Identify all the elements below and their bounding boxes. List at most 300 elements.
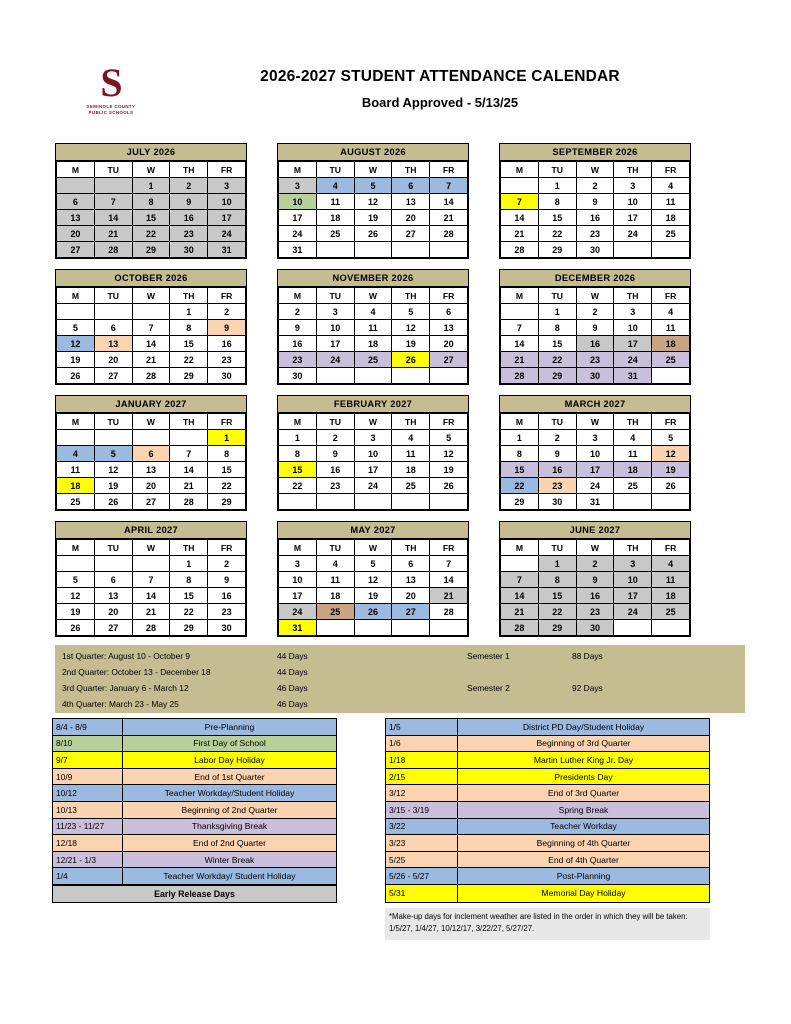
day-cell-empty xyxy=(392,242,430,258)
day-cell: 28 xyxy=(430,226,468,242)
day-cell-empty xyxy=(170,430,208,446)
day-cell: 29 xyxy=(538,620,576,636)
weekday-header: M xyxy=(279,414,317,430)
day-cell-empty xyxy=(614,242,652,258)
day-cell: 21 xyxy=(501,604,539,620)
legend-description: First Day of School xyxy=(193,738,266,749)
day-cell: 31 xyxy=(279,242,317,258)
day-cell: 18 xyxy=(652,588,690,604)
weekday-header-row xyxy=(57,540,246,556)
weekday-header: FR xyxy=(652,540,690,556)
week-row xyxy=(57,194,246,210)
weekday-header-row xyxy=(501,540,690,556)
day-cell: 3 xyxy=(614,178,652,194)
week-row xyxy=(279,588,468,604)
legend-row xyxy=(386,769,709,786)
day-cell: 9 xyxy=(208,320,246,336)
day-cell: 4 xyxy=(614,430,652,446)
day-cell: 1 xyxy=(538,178,576,194)
weekday-header: W xyxy=(132,414,170,430)
day-cell: 1 xyxy=(170,556,208,572)
day-cell: 18 xyxy=(392,462,430,478)
legend-description: Teacher Workday/ Student Holiday xyxy=(163,871,296,882)
weekday-header: M xyxy=(279,288,317,304)
week-row xyxy=(501,368,690,384)
week-row xyxy=(57,368,246,384)
quarter-row xyxy=(56,664,744,680)
day-cell: 21 xyxy=(501,226,539,242)
day-cell: 28 xyxy=(501,242,539,258)
day-cell: 2 xyxy=(538,430,576,446)
month-table xyxy=(56,539,246,636)
weekday-header: W xyxy=(354,162,392,178)
day-cell: 26 xyxy=(57,368,95,384)
weekday-header: TU xyxy=(538,414,576,430)
day-cell: 16 xyxy=(576,336,614,352)
legend-row xyxy=(53,769,336,786)
calendar-months-grid xyxy=(0,143,791,647)
day-cell: 1 xyxy=(538,304,576,320)
day-cell: 30 xyxy=(538,494,576,510)
semester-days: 88 Days xyxy=(572,651,603,661)
quarter-label: 1st Quarter: August 10 - October 9 xyxy=(62,651,191,661)
legend-description: Martin Luther King Jr. Day xyxy=(533,754,634,765)
day-cell: 13 xyxy=(94,336,132,352)
legend-row xyxy=(53,868,336,885)
weekday-header: TH xyxy=(392,162,430,178)
weekday-header: W xyxy=(132,540,170,556)
day-cell: 1 xyxy=(538,556,576,572)
day-cell: 16 xyxy=(279,336,317,352)
day-cell: 29 xyxy=(501,494,539,510)
month-table xyxy=(500,539,690,636)
day-cell-empty xyxy=(392,368,430,384)
week-row xyxy=(57,462,246,478)
month-card xyxy=(55,269,247,385)
day-cell: 6 xyxy=(57,194,95,210)
day-cell-empty xyxy=(279,494,317,510)
day-cell: 1 xyxy=(279,430,317,446)
day-cell: 24 xyxy=(279,226,317,242)
legend-date: 1/6 xyxy=(386,736,458,752)
legend-date: 12/18 xyxy=(53,835,123,851)
day-cell: 7 xyxy=(132,320,170,336)
legend-row xyxy=(53,852,336,869)
week-row xyxy=(279,352,468,368)
week-row xyxy=(57,620,246,636)
day-cell: 21 xyxy=(501,352,539,368)
weekday-header-row xyxy=(57,288,246,304)
quarter-label: 2nd Quarter: October 13 - December 18 xyxy=(62,667,211,677)
day-cell: 18 xyxy=(652,210,690,226)
page-header xyxy=(0,58,791,128)
month-table xyxy=(278,539,468,636)
day-cell: 10 xyxy=(354,446,392,462)
day-cell: 22 xyxy=(208,478,246,494)
day-cell: 26 xyxy=(354,226,392,242)
weekday-header-row xyxy=(57,414,246,430)
day-cell: 14 xyxy=(132,588,170,604)
day-cell-empty xyxy=(354,242,392,258)
early-release-label: Early Release Days xyxy=(154,888,235,899)
day-cell: 8 xyxy=(538,320,576,336)
month-table xyxy=(56,161,246,258)
day-cell: 23 xyxy=(576,226,614,242)
legend-description: Labor Day Holiday xyxy=(194,754,265,765)
week-row xyxy=(57,242,246,258)
week-row xyxy=(279,210,468,226)
day-cell: 8 xyxy=(170,572,208,588)
week-row xyxy=(57,304,246,320)
day-cell: 16 xyxy=(576,588,614,604)
day-cell: 11 xyxy=(652,572,690,588)
week-row xyxy=(501,320,690,336)
weekday-header: M xyxy=(57,162,95,178)
day-cell: 12 xyxy=(94,462,132,478)
legend-date: 3/23 xyxy=(386,835,458,851)
day-cell: 24 xyxy=(614,352,652,368)
month-card xyxy=(55,521,247,637)
day-cell: 10 xyxy=(614,572,652,588)
weekday-header: TH xyxy=(170,540,208,556)
day-cell: 9 xyxy=(576,194,614,210)
legend-date: 5/26 - 5/27 xyxy=(386,868,458,884)
legend-description: Beginning of 4th Quarter xyxy=(536,837,631,848)
legend-left-table xyxy=(52,718,337,903)
day-cell: 28 xyxy=(501,620,539,636)
month-card xyxy=(499,521,691,637)
month-row xyxy=(0,269,791,385)
day-cell-empty xyxy=(57,556,95,572)
month-title: MAY 2027 xyxy=(278,522,468,539)
day-cell: 9 xyxy=(576,572,614,588)
day-cell-empty xyxy=(652,620,690,636)
weekday-header: M xyxy=(279,162,317,178)
weekday-header-row xyxy=(279,414,468,430)
day-cell: 24 xyxy=(316,352,354,368)
week-row xyxy=(279,556,468,572)
day-cell: 18 xyxy=(614,462,652,478)
day-cell: 5 xyxy=(652,430,690,446)
weekday-header: TU xyxy=(316,288,354,304)
day-cell: 4 xyxy=(316,556,354,572)
legend-description: Post-Planning xyxy=(556,871,611,882)
legend-description: End of 2nd Quarter xyxy=(192,837,267,848)
quarter-label: 4th Quarter: March 23 - May 25 xyxy=(62,699,179,709)
day-cell: 3 xyxy=(316,304,354,320)
day-cell: 4 xyxy=(57,446,95,462)
month-title: FEBRUARY 2027 xyxy=(278,396,468,413)
day-cell: 12 xyxy=(430,446,468,462)
week-row xyxy=(501,572,690,588)
day-cell-empty xyxy=(94,556,132,572)
day-cell: 9 xyxy=(279,320,317,336)
weekday-header: FR xyxy=(208,288,246,304)
week-row xyxy=(501,430,690,446)
month-title: JULY 2026 xyxy=(56,144,246,161)
day-cell: 19 xyxy=(354,210,392,226)
day-cell: 14 xyxy=(501,210,539,226)
legend-date: 10/13 xyxy=(53,802,123,818)
week-row xyxy=(501,226,690,242)
day-cell: 5 xyxy=(57,320,95,336)
day-cell: 20 xyxy=(94,352,132,368)
day-cell: 23 xyxy=(208,604,246,620)
day-cell: 7 xyxy=(430,556,468,572)
legend-date: 2/15 xyxy=(386,769,458,785)
day-cell-empty xyxy=(132,430,170,446)
day-cell: 18 xyxy=(354,336,392,352)
weekday-header: FR xyxy=(652,162,690,178)
legend-description: Pre-Planning xyxy=(204,721,255,732)
month-table xyxy=(56,413,246,510)
day-cell: 10 xyxy=(316,320,354,336)
day-cell: 20 xyxy=(430,336,468,352)
weekday-header: TH xyxy=(614,288,652,304)
day-cell-empty xyxy=(501,556,539,572)
day-cell: 19 xyxy=(652,462,690,478)
day-cell: 18 xyxy=(316,588,354,604)
weekday-header: W xyxy=(132,162,170,178)
legend-description: Thanksgiving Break xyxy=(191,821,268,832)
day-cell-empty xyxy=(392,494,430,510)
weekday-header-row xyxy=(501,414,690,430)
weekday-header-row xyxy=(57,162,246,178)
legend-row xyxy=(386,868,709,885)
day-cell: 7 xyxy=(501,572,539,588)
day-cell: 10 xyxy=(208,194,246,210)
month-card xyxy=(277,143,469,259)
page-title: 2026-2027 STUDENT ATTENDANCE CALENDAR xyxy=(260,68,620,85)
legend-date: 11/23 - 11/27 xyxy=(53,819,123,835)
day-cell: 12 xyxy=(354,572,392,588)
day-cell: 12 xyxy=(57,336,95,352)
month-title: NOVEMBER 2026 xyxy=(278,270,468,287)
day-cell: 10 xyxy=(614,320,652,336)
day-cell-empty xyxy=(94,304,132,320)
legend-description: End of 4th Quarter xyxy=(548,854,619,865)
month-card xyxy=(55,143,247,259)
day-cell: 15 xyxy=(538,336,576,352)
day-cell: 29 xyxy=(170,368,208,384)
weekday-header: M xyxy=(279,540,317,556)
day-cell: 20 xyxy=(94,604,132,620)
day-cell: 10 xyxy=(279,194,317,210)
legend-row xyxy=(53,819,336,836)
weekday-header: W xyxy=(354,540,392,556)
week-row xyxy=(57,588,246,604)
day-cell: 8 xyxy=(132,194,170,210)
day-cell-empty xyxy=(132,556,170,572)
legend-row xyxy=(53,802,336,819)
day-cell-empty xyxy=(57,304,95,320)
weekday-header: M xyxy=(501,288,539,304)
day-cell: 24 xyxy=(614,226,652,242)
day-cell: 14 xyxy=(501,336,539,352)
week-row xyxy=(57,572,246,588)
day-cell: 1 xyxy=(501,430,539,446)
day-cell-empty xyxy=(501,178,539,194)
week-row xyxy=(279,446,468,462)
day-cell: 9 xyxy=(170,194,208,210)
legend-row xyxy=(386,802,709,819)
day-cell: 6 xyxy=(430,304,468,320)
day-cell: 7 xyxy=(94,194,132,210)
weekday-header: TU xyxy=(94,288,132,304)
weekday-header: TH xyxy=(170,288,208,304)
month-title: SEPTEMBER 2026 xyxy=(500,144,690,161)
week-row xyxy=(57,478,246,494)
week-row xyxy=(279,620,468,636)
day-cell: 24 xyxy=(614,604,652,620)
day-cell: 3 xyxy=(354,430,392,446)
legend-description: Memorial Day Holiday xyxy=(541,888,626,899)
week-row xyxy=(279,178,468,194)
day-cell: 19 xyxy=(354,588,392,604)
week-row xyxy=(501,242,690,258)
day-cell: 13 xyxy=(392,572,430,588)
month-table xyxy=(56,287,246,384)
day-cell: 22 xyxy=(132,226,170,242)
month-card xyxy=(277,395,469,511)
day-cell: 2 xyxy=(316,430,354,446)
week-row xyxy=(57,556,246,572)
day-cell: 2 xyxy=(576,178,614,194)
day-cell: 5 xyxy=(392,304,430,320)
day-cell: 14 xyxy=(170,462,208,478)
weekday-header-row xyxy=(279,540,468,556)
day-cell: 27 xyxy=(392,226,430,242)
day-cell-empty xyxy=(57,430,95,446)
weekday-header: TU xyxy=(316,162,354,178)
day-cell: 22 xyxy=(170,604,208,620)
day-cell: 12 xyxy=(392,320,430,336)
day-cell: 7 xyxy=(501,320,539,336)
day-cell: 2 xyxy=(576,304,614,320)
semester-label: Semester 1 xyxy=(467,651,510,661)
day-cell: 13 xyxy=(57,210,95,226)
legend-date: 8/4 - 8/9 xyxy=(53,719,123,735)
day-cell: 21 xyxy=(170,478,208,494)
day-cell: 6 xyxy=(94,572,132,588)
day-cell: 1 xyxy=(208,430,246,446)
week-row xyxy=(279,572,468,588)
week-row xyxy=(57,226,246,242)
day-cell: 17 xyxy=(208,210,246,226)
day-cell: 11 xyxy=(652,320,690,336)
day-cell: 8 xyxy=(501,446,539,462)
day-cell: 4 xyxy=(316,178,354,194)
month-table xyxy=(278,413,468,510)
semester-label: Semester 2 xyxy=(467,683,510,693)
day-cell: 26 xyxy=(430,478,468,494)
week-row xyxy=(57,336,246,352)
day-cell: 17 xyxy=(316,336,354,352)
month-row xyxy=(0,143,791,259)
legend-date: 10/12 xyxy=(53,785,123,801)
day-cell: 29 xyxy=(538,368,576,384)
day-cell-empty xyxy=(94,430,132,446)
legend-description: End of 3rd Quarter xyxy=(547,788,620,799)
week-row xyxy=(279,304,468,320)
logo-district-name: SEMINOLE COUNTY xyxy=(86,104,136,109)
day-cell: 26 xyxy=(57,620,95,636)
day-cell: 2 xyxy=(170,178,208,194)
weekday-header-row xyxy=(279,162,468,178)
legend-description: End of 1st Quarter xyxy=(194,771,265,782)
day-cell: 19 xyxy=(57,604,95,620)
legend-row xyxy=(386,752,709,769)
legend-row xyxy=(386,736,709,753)
week-row xyxy=(279,336,468,352)
month-table xyxy=(500,413,690,510)
day-cell: 14 xyxy=(501,588,539,604)
day-cell-empty xyxy=(652,242,690,258)
week-row xyxy=(57,446,246,462)
day-cell: 8 xyxy=(208,446,246,462)
weekday-header: TU xyxy=(316,540,354,556)
day-cell: 31 xyxy=(614,368,652,384)
day-cell: 21 xyxy=(132,604,170,620)
day-cell: 19 xyxy=(392,336,430,352)
month-table xyxy=(278,161,468,258)
day-cell: 10 xyxy=(279,572,317,588)
quarter-label: 3rd Quarter: January 6 - March 12 xyxy=(62,683,189,693)
day-cell: 17 xyxy=(614,588,652,604)
day-cell: 14 xyxy=(430,572,468,588)
week-row xyxy=(279,320,468,336)
day-cell: 24 xyxy=(354,478,392,494)
day-cell: 4 xyxy=(652,304,690,320)
day-cell: 16 xyxy=(316,462,354,478)
weekday-header: W xyxy=(576,162,614,178)
day-cell: 22 xyxy=(538,352,576,368)
day-cell: 20 xyxy=(392,210,430,226)
day-cell: 28 xyxy=(132,368,170,384)
weekday-header: TH xyxy=(170,162,208,178)
legend-description: Presidents Day xyxy=(554,771,613,782)
month-title: DECEMBER 2026 xyxy=(500,270,690,287)
day-cell: 24 xyxy=(208,226,246,242)
legend-row xyxy=(386,819,709,836)
day-cell: 8 xyxy=(538,572,576,588)
weekday-header: TU xyxy=(538,288,576,304)
makeup-days-footnote: *Make-up days for inclement weather are listed in the order in which they will be taken: 1/5/27, 1/4/27, 10/12/17, 3/22/27, 5/27/27. xyxy=(385,908,710,940)
day-cell-empty xyxy=(132,304,170,320)
week-row xyxy=(501,494,690,510)
week-row xyxy=(501,194,690,210)
day-cell: 11 xyxy=(57,462,95,478)
day-cell: 20 xyxy=(132,478,170,494)
day-cell: 31 xyxy=(576,494,614,510)
day-cell: 4 xyxy=(652,556,690,572)
week-row xyxy=(501,304,690,320)
day-cell: 29 xyxy=(208,494,246,510)
day-cell: 16 xyxy=(170,210,208,226)
day-cell: 25 xyxy=(316,226,354,242)
legend-date: 1/5 xyxy=(386,719,458,735)
weekday-header: W xyxy=(354,288,392,304)
day-cell: 27 xyxy=(94,620,132,636)
day-cell-empty xyxy=(430,620,468,636)
month-table xyxy=(500,161,690,258)
week-row xyxy=(501,210,690,226)
day-cell-empty xyxy=(614,620,652,636)
day-cell: 7 xyxy=(170,446,208,462)
day-cell: 25 xyxy=(316,604,354,620)
month-title: AUGUST 2026 xyxy=(278,144,468,161)
day-cell: 18 xyxy=(652,336,690,352)
